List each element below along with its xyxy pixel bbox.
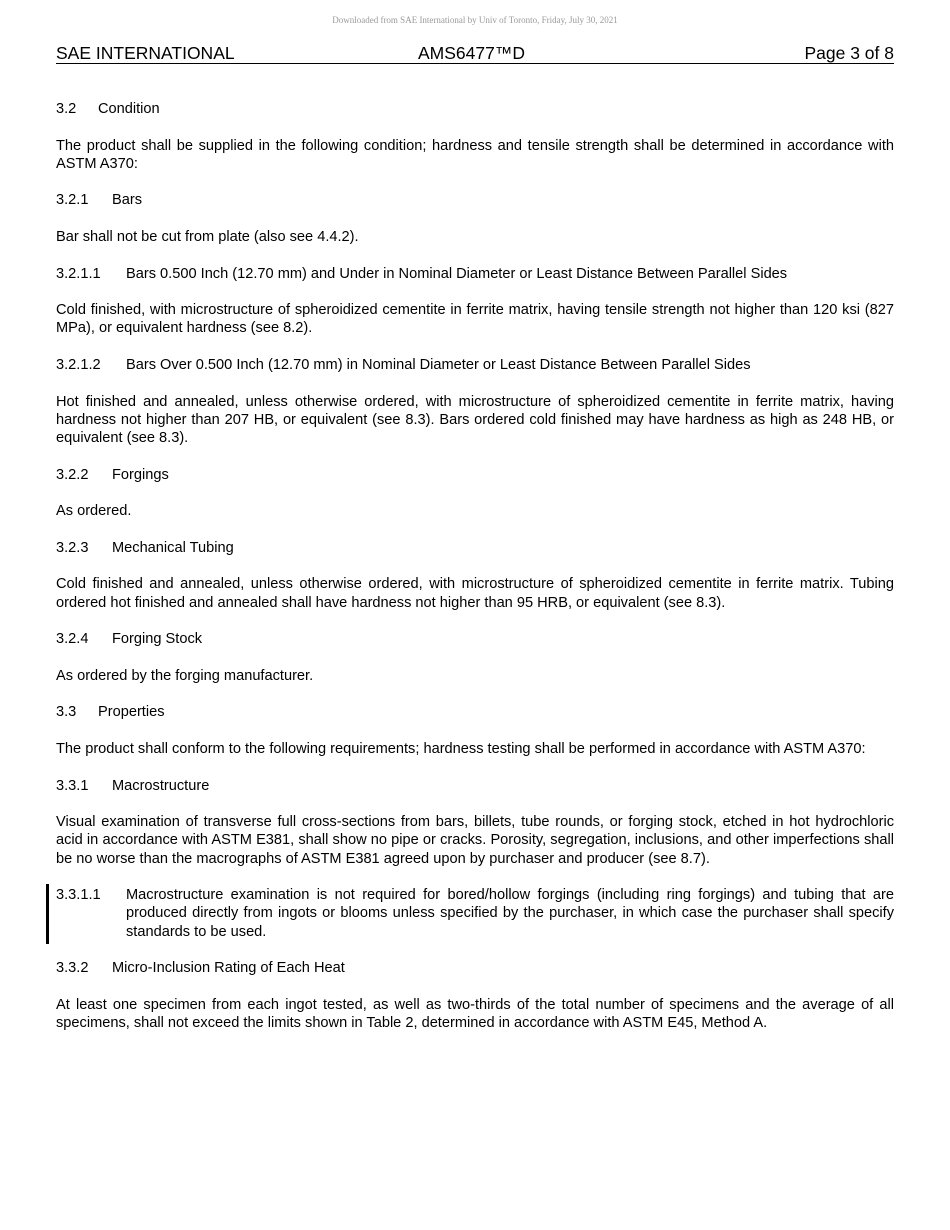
section-3-2-1-1-text: Cold finished, with microstructure of spheroidized cementite in ferrite matrix, having tensile strength not higher than 120 ksi (827 MPa), or equivalent hardness (see 8.2). — [56, 302, 894, 337]
section-title: Bars — [112, 192, 143, 209]
section-title: Macrostructure — [112, 777, 210, 794]
section-number: 3.2 — [56, 101, 77, 117]
section-3-3-1-heading — [56, 777, 894, 795]
header-page-number: Page 3 of 8 — [804, 43, 894, 63]
section-title: Bars Over 0.500 Inch (12.70 mm) in Nominal Diameter or Least Distance Between Parallel Sides — [126, 356, 751, 373]
section-3-2-3-text: Cold finished and annealed, unless otherwise ordered, with microstructure of spheroidized cementite in ferrite matrix. Tubing ordered hot finished and annealed shall have hardness not higher than 95 HRB, or equivalent (see 8.3). — [56, 576, 894, 611]
section-title: Mechanical Tubing — [112, 539, 234, 556]
section-number: 3.2.2 — [56, 466, 89, 483]
header-document-number: AMS6477™D — [418, 43, 525, 63]
section-title: Condition — [98, 101, 160, 117]
section-3-2-1-heading — [56, 191, 894, 209]
section-3-3-1-1 — [56, 886, 894, 941]
section-3-2-1-2-text: Hot finished and annealed, unless otherwise ordered, with microstructure of spheroidized cementite in ferrite matrix, having hardness not higher than 207 HB, or equivalent (see 8.3). Bars ordered cold finished may have hardness as high as 248 HB, or equivalent (see 8.3). — [56, 393, 894, 446]
section-3-3-2-text: At least one specimen from each ingot tested, as well as two-thirds of the total number of specimens and the average of all specimens, shall not exceed the limits shown in Table 2, determined in accordance with ASTM E45, Method A. — [56, 996, 894, 1031]
section-3-2-1-text: Bar shall not be cut from plate (also see 4.4.2). — [56, 228, 359, 245]
section-3-3-heading — [56, 703, 894, 721]
section-number: 3.3.1.1 — [56, 887, 101, 904]
section-3-3-text: The product shall conform to the following requirements; hardness testing shall be performed in accordance with ASTM A370: — [56, 740, 866, 757]
section-title: Forging Stock — [112, 631, 203, 648]
section-3-2-heading — [56, 100, 894, 118]
section-number: 3.3.2 — [56, 960, 89, 977]
download-watermark: Downloaded from SAE International by Univ of Toronto, Friday, July 30, 2021 — [332, 15, 618, 25]
section-title: Bars 0.500 Inch (12.70 mm) and Under in Nominal Diameter or Least Distance Between Parallel Sides — [126, 265, 788, 282]
section-3-2-1-1-heading — [56, 265, 894, 283]
section-3-2-4-text: As ordered by the forging manufacturer. — [56, 667, 314, 684]
header-organization: SAE INTERNATIONAL — [56, 43, 235, 63]
section-number: 3.2.1 — [56, 192, 89, 209]
section-3-2-2-heading — [56, 466, 894, 484]
section-3-3-1-1-text: Macrostructure examination is not required for bored/hollow forgings (including ring forgings) and tubing that are produced directly from ingots or blooms unless specified by the purchaser, in which case the purchaser shall specify standards to be used. — [126, 887, 894, 940]
page-header — [56, 44, 894, 64]
section-number: 3.2.1.2 — [56, 356, 101, 373]
section-3-2-1-2-heading — [56, 356, 894, 374]
section-title: Forgings — [112, 466, 169, 483]
section-3-2-4-heading — [56, 630, 894, 648]
section-3-2-text: The product shall be supplied in the following condition; hardness and tensile strength shall be determined in accordance with ASTM A370: — [56, 137, 894, 172]
section-number: 3.2.3 — [56, 539, 89, 556]
revision-change-bar — [46, 884, 49, 944]
document-body — [56, 100, 894, 1051]
section-title: Properties — [98, 704, 165, 721]
section-3-3-2-heading — [56, 959, 894, 977]
section-number: 3.3 — [56, 704, 77, 721]
section-title: Micro-Inclusion Rating of Each Heat — [112, 960, 345, 977]
section-number: 3.3.1 — [56, 777, 89, 794]
section-number: 3.2.1.1 — [56, 265, 101, 282]
section-number: 3.2.4 — [56, 631, 89, 648]
section-3-2-2-text: As ordered. — [56, 503, 132, 520]
section-3-2-3-heading — [56, 539, 894, 557]
section-3-3-1-text: Visual examination of transverse full cross-sections from bars, billets, tube rounds, or forging stock, etched in hot hydrochloric acid in accordance with ASTM E381, shall show no pipe or cracks. Porosity, segregation, inclusions, and other imperfections shall be no worse than the macrographs of ASTM E381 agreed upon by purchaser and producer (see 8.7). — [56, 814, 894, 867]
